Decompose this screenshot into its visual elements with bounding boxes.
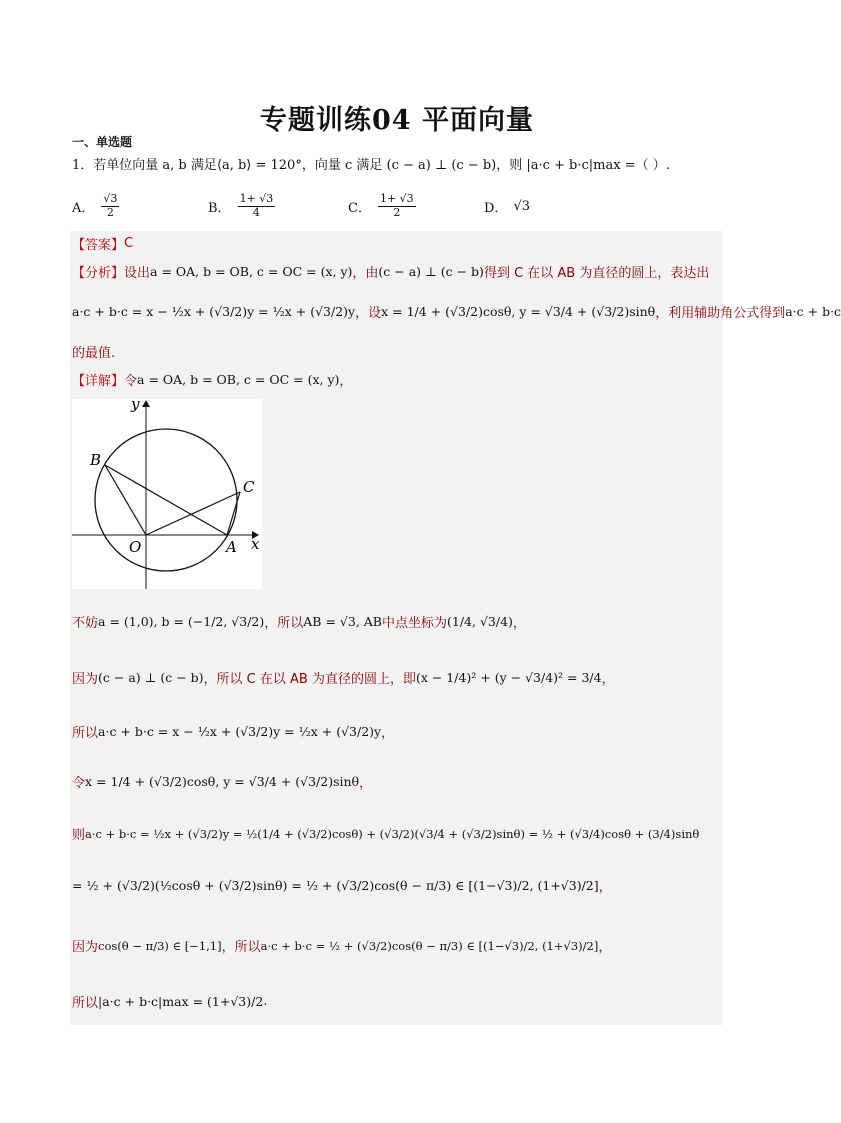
step-5: 则 a·c + b·c = ½x + (√3/2)y = ½(1/4 + (√3/2)cosθ) + (√3/2)(√3/4 + (√3/2)sinθ) = ½ + (√3/4)cosθ + (3/4)sinθ (72, 826, 700, 843)
option-c-label: C． (348, 200, 371, 216)
segment-ob (105, 465, 146, 535)
label-x: x (251, 535, 260, 553)
step-3: 所以 a·c + b·c = x − ½x + (√3/2)y = ½x + (√3/2)y ， (72, 724, 395, 741)
circle-figure (72, 395, 262, 589)
option-c-value: $\frac{1+ √3}{2}$ (379, 191, 414, 219)
label-c: C (243, 478, 255, 496)
option-d (484, 186, 530, 226)
step-6: = ½ + (√3/2)(½cosθ + (√3/2)sinθ) = ½ + (√3/2)cos(θ − π/3) ∈ [(1−√3)/2, (1+√3)/2] ， (72, 878, 612, 895)
option-a-label: A． (72, 200, 95, 216)
step-2: 因为 (c − a) ⊥ (c − b) ，所以 C 在以 AB 为直径的圆上，即 (x − 1/4)² + (y − √3/4)² = 3/4 ， (72, 670, 615, 687)
step-1: 不妨 a = (1,0), b = (−1/2, √3/2) ，所以 AB = √3, AB 中点坐标为 (1/4, √3/4) ， (72, 614, 526, 631)
option-d-label: D． (484, 200, 508, 216)
segment-ac (227, 492, 240, 535)
analysis-tag: 【分析】 (72, 266, 125, 281)
option-d-value: √3 (513, 198, 530, 214)
segment-oc (146, 492, 240, 535)
answer-line (72, 234, 133, 253)
label-b: B (90, 451, 102, 469)
page-title: 专题训练04 平面向量 (260, 105, 534, 136)
step-7: 因为 cos(θ − π/3) ∈ [−1,1] ，所以 a·c + b·c = ½ + (√3/2)cos(θ − π/3) ∈ [(1−√3)/2, (1+√3)/2] ， (72, 938, 612, 955)
analysis-line-2: a·c + b·c = x − ½x + (√3/2)y = ½x + (√3/2)y ，设 x = 1/4 + (√3/2)cosθ, y = √3/4 + (√3/2)sinθ ，利用辅助角公式得到 a·c + b·c (72, 304, 841, 321)
segment-ba (105, 465, 227, 535)
options (72, 186, 572, 226)
analysis-line-3: 的最值. (72, 346, 116, 361)
step-4: 令 x = 1/4 + (√3/2)cosθ, y = √3/4 + (√3/2)sinθ ， (72, 774, 373, 791)
question-text: 1．若单位向量 a, b 满足⟨a, b⟩ = 120°，向量 c 满足 (c − a) ⊥ (c − b)，则 |a·c + b·c|max =（ ）. (72, 158, 670, 173)
answer-tag: 【答案】 (72, 238, 125, 253)
label-y: y (131, 395, 140, 413)
option-b-value: $\frac{1+ √3}{4}$ (239, 191, 274, 219)
detail-line-1: 【详解】 令 a = OA, b = OB, c = OC = (x, y) ， (72, 372, 353, 389)
option-c (348, 186, 417, 226)
option-a-value: $\frac{√3}{2}$ (103, 191, 118, 219)
option-a (72, 186, 120, 226)
option-b (208, 186, 276, 226)
label-o: O (129, 538, 142, 556)
analysis-line-1: 【分析】 设出 a = OA, b = OB, c = OC = (x, y) ，由 (c − a) ⊥ (c − b) 得到 C 在以 AB 为直径的圆上，表达出 (72, 264, 710, 281)
geometry-diagram (72, 395, 262, 589)
answer-value: C (124, 236, 134, 251)
label-a: A (226, 538, 237, 556)
section-heading: 一、单选题 (72, 135, 133, 149)
option-b-label: B． (208, 200, 231, 216)
detail-tag: 【详解】 (72, 374, 125, 389)
step-8: 所以 |a·c + b·c|max = (1+√3)/2 . (72, 994, 268, 1011)
